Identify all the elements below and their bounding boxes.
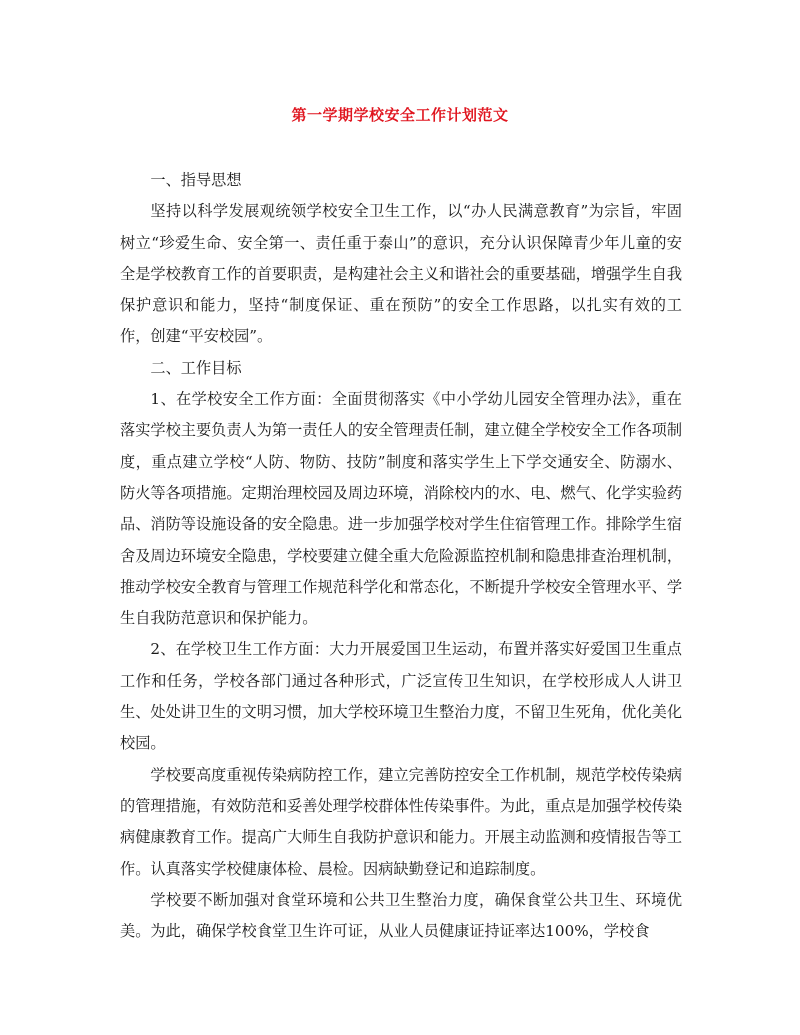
page-title: 第一学期学校安全工作计划范文: [291, 106, 509, 124]
section-heading-work-goals: 二、工作目标: [150, 358, 242, 377]
paragraph-school-hygiene: 2、在学校卫生工作方面：大力开展爱国卫生运动，布置并落实好爱国卫生重点工作和任务，学校各部门通过各种形式，广泛宣传卫生知识，在学校形成人人讲卫生、处处讲卫生的文明习惯，加大学校环境卫生整治力度，不留卫生死角，优化美化校园。: [120, 640, 682, 753]
paragraph-school-safety: 1、在学校安全工作方面：全面贯彻落实《中小学幼儿园安全管理办法》，重在落实学校主要负责人为第一责任人的安全管理责任制，建立健全学校安全工作各项制度，重点建立学校“人防、物防、技防”制度和落实学生上下学交通安全、防溺水、防火等各项措施。定期治理校园及周边环境，消除校内的水、电、燃气、化学实验药品、消防等设施设备的安全隐患。进一步加强学校对学生住宿管理工作。排除学生宿舍及周边环境安全隐患，学校要建立健全重大危险源监控机制和隐患排查治理机制，推动学校安全教育与管理工作规范科学化和常态化，不断提升学校安全管理水平、学生自我防范意识和保护能力。: [120, 390, 682, 628]
section-heading-guiding-ideology: 一、指导思想: [150, 171, 242, 189]
paragraph-guiding-ideology: 坚持以科学发展观统领学校安全卫生工作，以“办人民满意教育”为宗旨，牢固树立“珍爱生命、安全第一、责任重于泰山”的意识，充分认识保障青少年儿童的安全是学校教育工作的首要职责，是构建社会主义和谐社会的重要基础，增强学生自我保护意识和能力，坚持“制度保证、重在预防”的安全工作思路，以扎实有效的工作，创建“平安校园”。: [120, 202, 682, 346]
paragraph-canteen-hygiene: 学校要不断加强对食堂环境和公共卫生整治力度，确保食堂公共卫生、环境优美。为此，确保学校食堂卫生许可证，从业人员健康证持证率达100%，学校食: [120, 890, 682, 941]
paragraph-disease-prevention: 学校要高度重视传染病防控工作，建立完善防控安全工作机制，规范学校传染病的管理措施，有效防范和妥善处理学校群体性传染事件。为此，重点是加强学校传染病健康教育工作。提高广大师生自我防护意识和能力。开展主动监测和疫情报告等工作。认真落实学校健康体检、晨检。因病缺勤登记和追踪制度。: [120, 765, 682, 878]
document-body: [120, 165, 682, 947]
